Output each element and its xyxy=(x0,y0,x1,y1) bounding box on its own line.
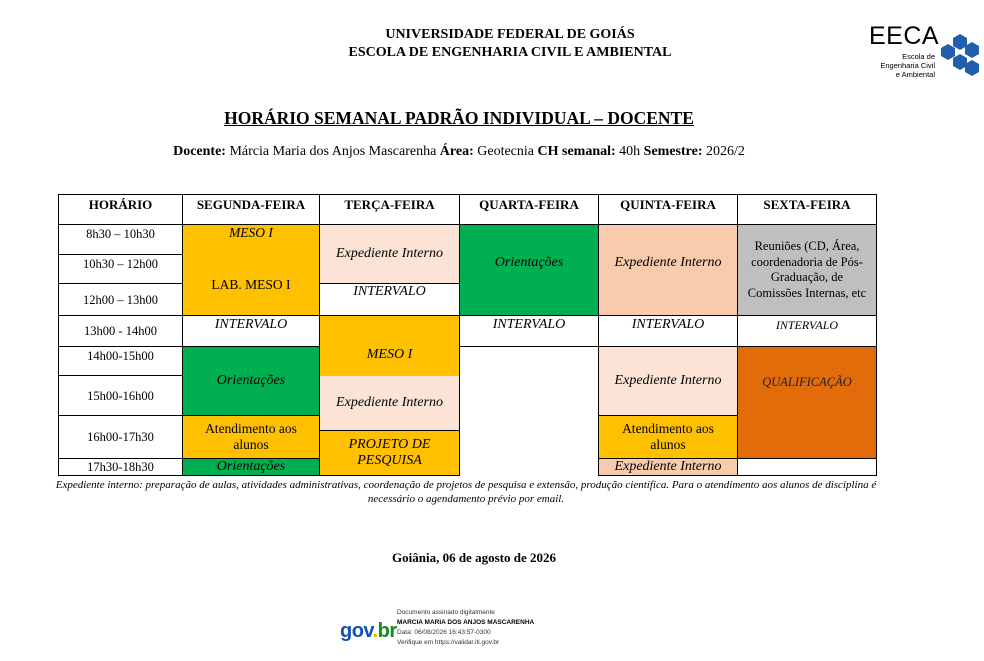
thursday-atendimento: Atendimento aos alunos xyxy=(599,416,738,459)
signature-details xyxy=(397,608,534,648)
friday-qualificacao: QUALIFICAÇÃO xyxy=(738,347,877,459)
semestre-label: Semestre: xyxy=(643,144,703,159)
header-segunda: SEGUNDA-FEIRA xyxy=(183,194,320,225)
docente-label: Docente: xyxy=(173,144,226,159)
header-quinta: QUINTA-FEIRA xyxy=(599,194,738,225)
tuesday-projeto-pesquisa: PROJETO DE PESQUISA xyxy=(320,431,460,476)
header-terca: TERÇA-FEIRA xyxy=(320,194,460,225)
area-value: Geotecnia xyxy=(473,144,538,159)
wednesday-intervalo: INTERVALO xyxy=(460,316,599,347)
eeca-logo xyxy=(865,22,980,84)
wednesday-orientacoes: Orientações xyxy=(460,225,599,316)
university-name: UNIVERSIDADE FEDERAL DE GOIÁS xyxy=(385,27,635,42)
thursday-intervalo: INTERVALO xyxy=(599,316,738,347)
header-sexta: SEXTA-FEIRA xyxy=(738,194,877,225)
time-slot-4: 13h00 - 14h00 xyxy=(58,316,183,347)
logo-subtitle xyxy=(865,52,935,79)
thursday-expediente-1: Expediente Interno xyxy=(599,225,738,316)
footnote: Expediente interno: preparação de aulas, atividades administrativas, coordenação de projetos de pesquisa e extensão, produção científica. Para o atendimento aos alunos de disciplina é necessário o agendamento prévio por email. xyxy=(55,479,877,505)
tuesday-expediente-2: Expediente Interno xyxy=(320,376,460,431)
ch-label: CH semanal: xyxy=(537,144,616,159)
monday-lab-meso1: LAB. MESO I xyxy=(183,255,320,316)
place-date: Goiânia, 06 de agosto de 2026 xyxy=(392,550,556,565)
tuesday-meso1: MESO I xyxy=(320,316,460,376)
semestre-value: 2026/2 xyxy=(702,144,745,159)
time-slot-2: 10h30 – 12h00 xyxy=(58,255,183,284)
thursday-expediente-2: Expediente Interno xyxy=(599,347,738,416)
monday-orientacoes: Orientações xyxy=(183,347,320,416)
signature-line-1: Documento assinado digitalmente xyxy=(397,609,495,616)
govbr-logo: gov.br xyxy=(340,620,397,642)
signature-verify: Verifique em https://validar.iti.gov.br xyxy=(397,639,500,646)
page-title: HORÁRIO SEMANAL PADRÃO INDIVIDUAL – DOCENTE xyxy=(224,108,694,128)
time-slot-3: 12h00 – 13h00 xyxy=(58,284,183,316)
tuesday-intervalo: INTERVALO xyxy=(320,284,460,316)
friday-intervalo: INTERVALO xyxy=(738,316,877,347)
logo-sub-line-1: Escola de xyxy=(902,52,935,61)
school-name: ESCOLA DE ENGENHARIA CIVIL E AMBIENTAL xyxy=(348,45,672,60)
wednesday-empty xyxy=(460,347,599,476)
monday-meso1: MESO I xyxy=(183,225,320,255)
time-slot-8: 17h30-18h30 xyxy=(58,459,183,476)
signature-date: Data: 06/08/2026 16:43:57-0300 xyxy=(397,629,491,636)
logo-sub-line-2: Engenharia Civil xyxy=(880,61,935,70)
time-slot-6: 15h00-16h00 xyxy=(58,376,183,416)
monday-orientacoes-2: Orientações xyxy=(183,459,320,476)
time-slot-7: 16h00-17h30 xyxy=(58,416,183,459)
docente-value: Márcia Maria dos Anjos Mascarenha xyxy=(225,144,440,159)
signer-name: MARCIA MARIA DOS ANJOS MASCARENHA xyxy=(397,619,535,626)
friday-empty xyxy=(738,459,877,476)
header-horario: HORÁRIO xyxy=(58,194,183,225)
header-quarta: QUARTA-FEIRA xyxy=(460,194,599,225)
logo-brand: EECA xyxy=(869,22,940,50)
area-label: Área: xyxy=(439,144,474,159)
time-slot-1: 8h30 – 10h30 xyxy=(58,225,183,255)
time-slot-5: 14h00-15h00 xyxy=(58,347,183,376)
thursday-expediente-3: Expediente Interno xyxy=(599,459,738,476)
hexagon-cluster-icon xyxy=(941,34,979,76)
monday-atendimento: Atendimento aos alunos xyxy=(183,416,320,459)
teacher-info xyxy=(0,144,918,160)
logo-sub-line-3: e Ambiental xyxy=(895,70,935,79)
monday-intervalo: INTERVALO xyxy=(183,316,320,347)
ch-value: 40h xyxy=(615,144,644,159)
tuesday-expediente-1: Expediente Interno xyxy=(320,225,460,284)
friday-reunioes: Reuniões (CD, Área, coordenadoria de Pós-Graduação, de Comissões Internas, etc xyxy=(738,225,877,316)
digital-signature xyxy=(340,606,590,656)
